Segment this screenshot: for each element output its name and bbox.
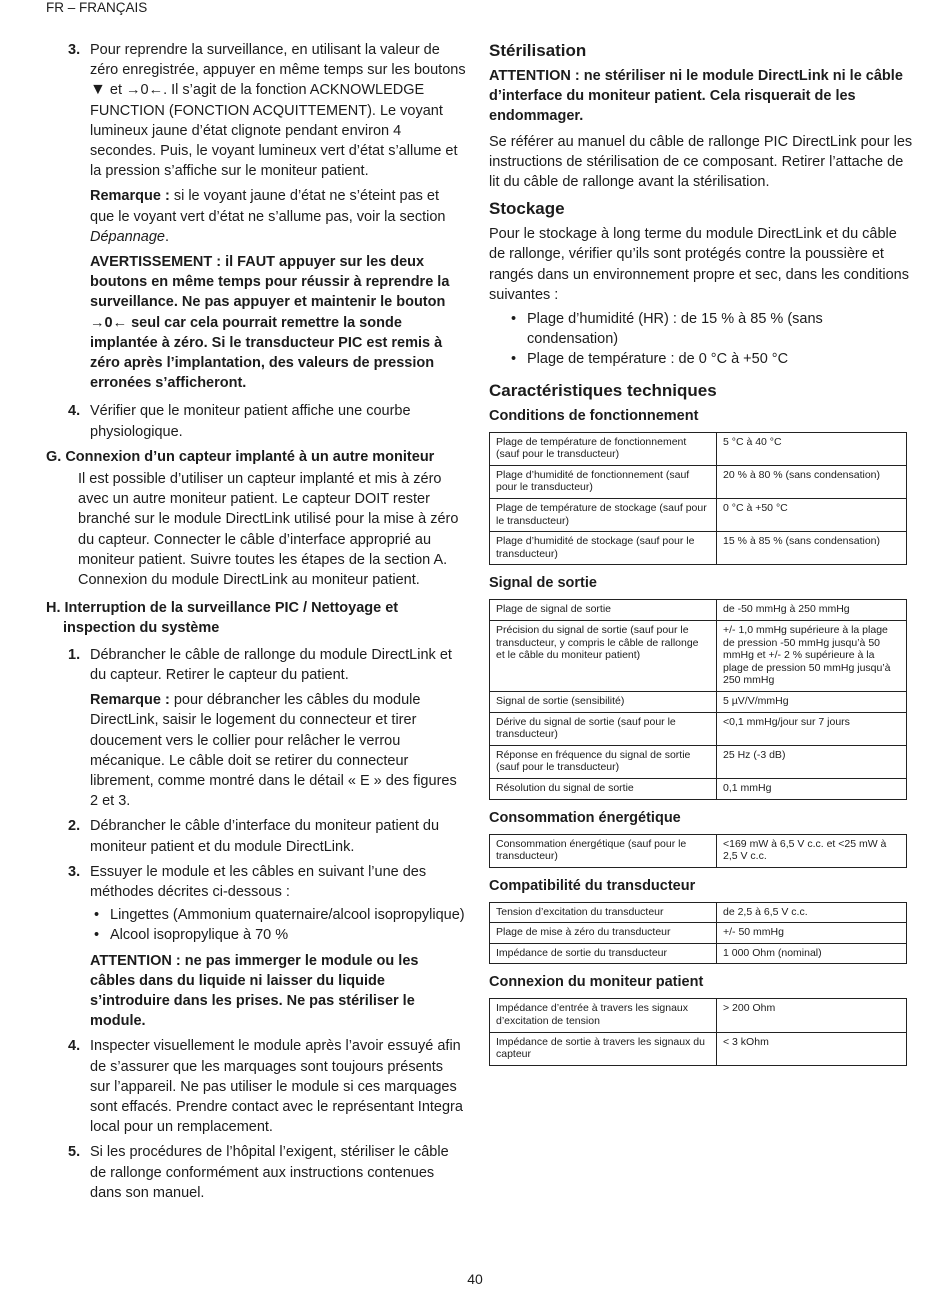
spec-table [489,432,907,566]
specs-title: Caractéristiques techniques [489,380,717,400]
spec-table-title: Connexion du moniteur patient [489,974,704,991]
spec-tables [489,406,913,1066]
sterilisation-text: Se référer au manuel du câble de rallonge PIC DirectLink pour les instructions de stérilisation de ce composant. Retirer l’attache de lit du câble de rallonge avant la stérilisation. [489,133,913,191]
spec-label: Précision du signal de sortie (sauf pour le transducteur, y compris le câble de rallonge et le câble du moniteur patient) [490,620,717,691]
list-item-h5: 5. Si les procédures de l’hôpital l’exigent, stériliser le câble de rallonge conformément aux instructions contenues dans son manuel. [68,1144,449,1201]
table-row [490,532,907,565]
table-row [490,999,907,1032]
spec-label: Consommation énergétique (sauf pour le transducteur) [490,834,717,867]
right-column [489,40,913,1074]
spec-label: Réponse en fréquence du signal de sortie (sauf pour le transducteur) [490,745,717,778]
spec-value: +/- 1,0 mmHg supérieure à la plage de pression -50 mmHg jusqu’à 50 mmHg et +/- 2 % supérieure à la plage de pression 50 mmHg jusqu’à 250 mmHg [717,620,907,691]
table-row [490,499,907,532]
section-g-title: G. Connexion d’un capteur implanté à un autre moniteur [46,448,435,465]
spec-value: +/- 50 mmHg [717,923,907,944]
table-row [490,691,907,712]
spec-value: > 200 Ohm [717,999,907,1032]
table-row [490,620,907,691]
table-row [490,600,907,621]
spec-label: Plage d’humidité de fonctionnement (sauf pour le transducteur) [490,465,717,498]
list-item-h2: 2. Débrancher le câble d’interface du moniteur patient du moniteur patient et du module DirectLink. [68,818,440,855]
h3-caution: ATTENTION : ne pas immerger le module ou les câbles dans du liquide ni laisser du liquide s’introduire dans les prises. Ne pas stériliser le module. [90,952,419,1030]
spec-value: 5 µV/V/mmHg [717,691,907,712]
list-item-step-4: 4. Vérifier que le moniteur patient affiche une courbe physiologique. [46,401,466,441]
spec-value: 0,1 mmHg [717,778,907,799]
spec-table-title: Consommation énergétique [489,809,681,826]
sterilisation-caution: ATTENTION : ne stériliser ni le module DirectLink ni le câble d’interface du moniteur patient. Cela risquerait de les endommager. [489,68,903,125]
table-row [490,834,907,867]
spec-table [489,599,907,799]
spec-value: <169 mW à 6,5 V c.c. et <25 mW à 2,5 V c.c. [717,834,907,867]
list-item-h3: 3. Essuyer le module et les câbles en suivant l’une des méthodes décrites ci-dessous : • Lingettes (Ammonium quaternaire/alcool isopropylique) • Alcool isopropylique à 70 % ATTENTION : ne pas immerger le module ou les câbles dans du liquide ni laisser du liquide s’introduire dans les prises. Ne pas stériliser le module. [68,862,466,1032]
list-item-h4: 4. Inspecter visuellement le module après l’avoir essuyé afin de s’assurer que les marquages sont toujours présents sur l’appareil. Ne pas utiliser le module si ces marquages sont effacés. Prendre contact avec le représentant Integra local pour un remplacement. [68,1038,463,1136]
h1-note: Remarque : pour débrancher les câbles du module DirectLink, saisir le logement du connecteur et tirer doucement vers le collier pour relâcher le verrou mécanique. Le câble doit se retirer du connecteur librement, comme montré dans le détail « E » des figures 2 et 3. [90,692,457,810]
spec-label: Plage de mise à zéro du transducteur [490,923,717,944]
list-item-h1: 1. Débrancher le câble de rallonge du module DirectLink et du capteur. Retirer le capteur du patient. Remarque : pour débrancher les câbles du module DirectLink, saisir le logement du connecteur et tirer doucement vers le collier pour relâcher le verrou mécanique. Le câble doit se retirer du connecteur librement, comme montré dans le détail « E » des figures 2 et 3. [68,645,466,812]
table-row [490,432,907,465]
spec-table-title: Compatibilité du transducteur [489,877,696,894]
spec-label: Plage de signal de sortie [490,600,717,621]
cleaning-methods-list [90,905,466,945]
left-column [46,40,466,1208]
sterilisation-title: Stérilisation [489,41,587,60]
spec-label: Tension d’excitation du transducteur [490,902,717,923]
step-4-text: Vérifier que le moniteur patient affiche une courbe physiologique. [90,403,411,440]
spec-label: Plage de température de fonctionnement (sauf pour le transducteur) [490,432,717,465]
spec-label: Impédance de sortie à travers les signaux du capteur [490,1032,717,1065]
spec-label: Impédance d’entrée à travers les signaux d’excitation de tension [490,999,717,1032]
spec-table [489,902,907,965]
table-row [490,465,907,498]
spec-value: <0,1 mmHg/jour sur 7 jours [717,712,907,745]
spec-value: 0 °C à +50 °C [717,499,907,532]
spec-label: Impédance de sortie du transducteur [490,943,717,964]
table-row [490,902,907,923]
down-arrow-icon: ▼ [90,81,106,99]
step-3-note: Remarque : si le voyant jaune d’état ne s’éteint pas et que le voyant vert d’état ne s’allume pas, voir la section Dépannage. [90,188,446,245]
list-item: • Alcool isopropylique à 70 % [90,925,466,945]
list-item-step-3 [46,40,466,393]
page-header: FR – FRANÇAIS [46,0,148,15]
list-item: • Plage de température : de 0 °C à +50 °C [507,349,913,369]
spec-table [489,834,907,868]
spec-table-title: Signal de sortie [489,575,597,592]
spec-table-title: Conditions de fonctionnement [489,407,699,424]
spec-value: 15 % à 85 % (sans condensation) [717,532,907,565]
zero-button-icon: →0← [90,314,128,331]
spec-value: de 2,5 à 6,5 V c.c. [717,902,907,923]
table-row [490,943,907,964]
spec-value: 1 000 Ohm (nominal) [717,943,907,964]
table-row [490,1032,907,1065]
zero-button-icon: →0← [126,82,164,99]
table-row [490,745,907,778]
spec-value: 5 °C à 40 °C [717,432,907,465]
spec-value: 25 Hz (-3 dB) [717,745,907,778]
spec-table [489,998,907,1065]
list-item: • Lingettes (Ammonium quaternaire/alcool isopropylique) [90,905,466,925]
spec-label: Plage de température de stockage (sauf pour le transducteur) [490,499,717,532]
section-h-title: H. Interruption de la surveillance PIC / Nettoyage et inspection du système [46,600,399,637]
spec-label: Résolution du signal de sortie [490,778,717,799]
spec-label: Plage d’humidité de stockage (sauf pour le transducteur) [490,532,717,565]
stockage-text: Pour le stockage à long terme du module DirectLink et du câble de rallonge, vérifier qu’ils sont protégés contre la poussière et rangés dans un environnement propre et sec, dans les conditions suivantes : [489,226,909,303]
page-number: 40 [467,1271,483,1287]
storage-conditions-list [489,309,913,370]
step-number: 3. [68,42,81,58]
list-item: • Plage d’humidité (HR) : de 15 % à 85 % (sans condensation) [507,309,913,349]
spec-label: Dérive du signal de sortie (sauf pour le transducteur) [490,712,717,745]
stockage-title: Stockage [489,199,565,219]
step-3-text: Pour reprendre la surveillance, en utilisant la valeur de zéro enregistrée, appuyer en même temps sur les boutons ▼ et →0←. Il s’agit de la fonction ACKNOWLEDGE FUNCTION (FONCTION ACQUITTEMENT). Le voyant lumineux jaune d’état clignote pendant environ 4 secondes. Puis, le voyant lumineux vert d’état s’allume et la pression s’affiche sur le moniteur patient. [90,42,466,180]
table-row [490,923,907,944]
section-g-text: Il est possible d’utiliser un capteur implanté et mis à zéro avec un autre moniteur patient. Le capteur DOIT rester branché sur le module DirectLink utilisé pour la mise à zéro du capteur. Connecter le câble d’interface approprié au moniteur patient. Suivre toutes les étapes de la section A. Connexion du module DirectLink au moniteur patient. [78,471,459,589]
step-3-warning: AVERTISSEMENT : il FAUT appuyer sur les deux boutons en même temps pour réussir à reprendre la surveillance. Ne pas appuyer et maintenir le bouton →0← seul car cela pourrait remettre la sonde implantée à zéro. Si le transducteur PIC est remis à zéro après l’implantation, des valeurs de pression erronées s’afficheront. [90,254,450,392]
spec-value: 20 % à 80 % (sans condensation) [717,465,907,498]
spec-value: < 3 kOhm [717,1032,907,1065]
spec-label: Signal de sortie (sensibilité) [490,691,717,712]
table-row [490,778,907,799]
spec-value: de -50 mmHg à 250 mmHg [717,600,907,621]
table-row [490,712,907,745]
